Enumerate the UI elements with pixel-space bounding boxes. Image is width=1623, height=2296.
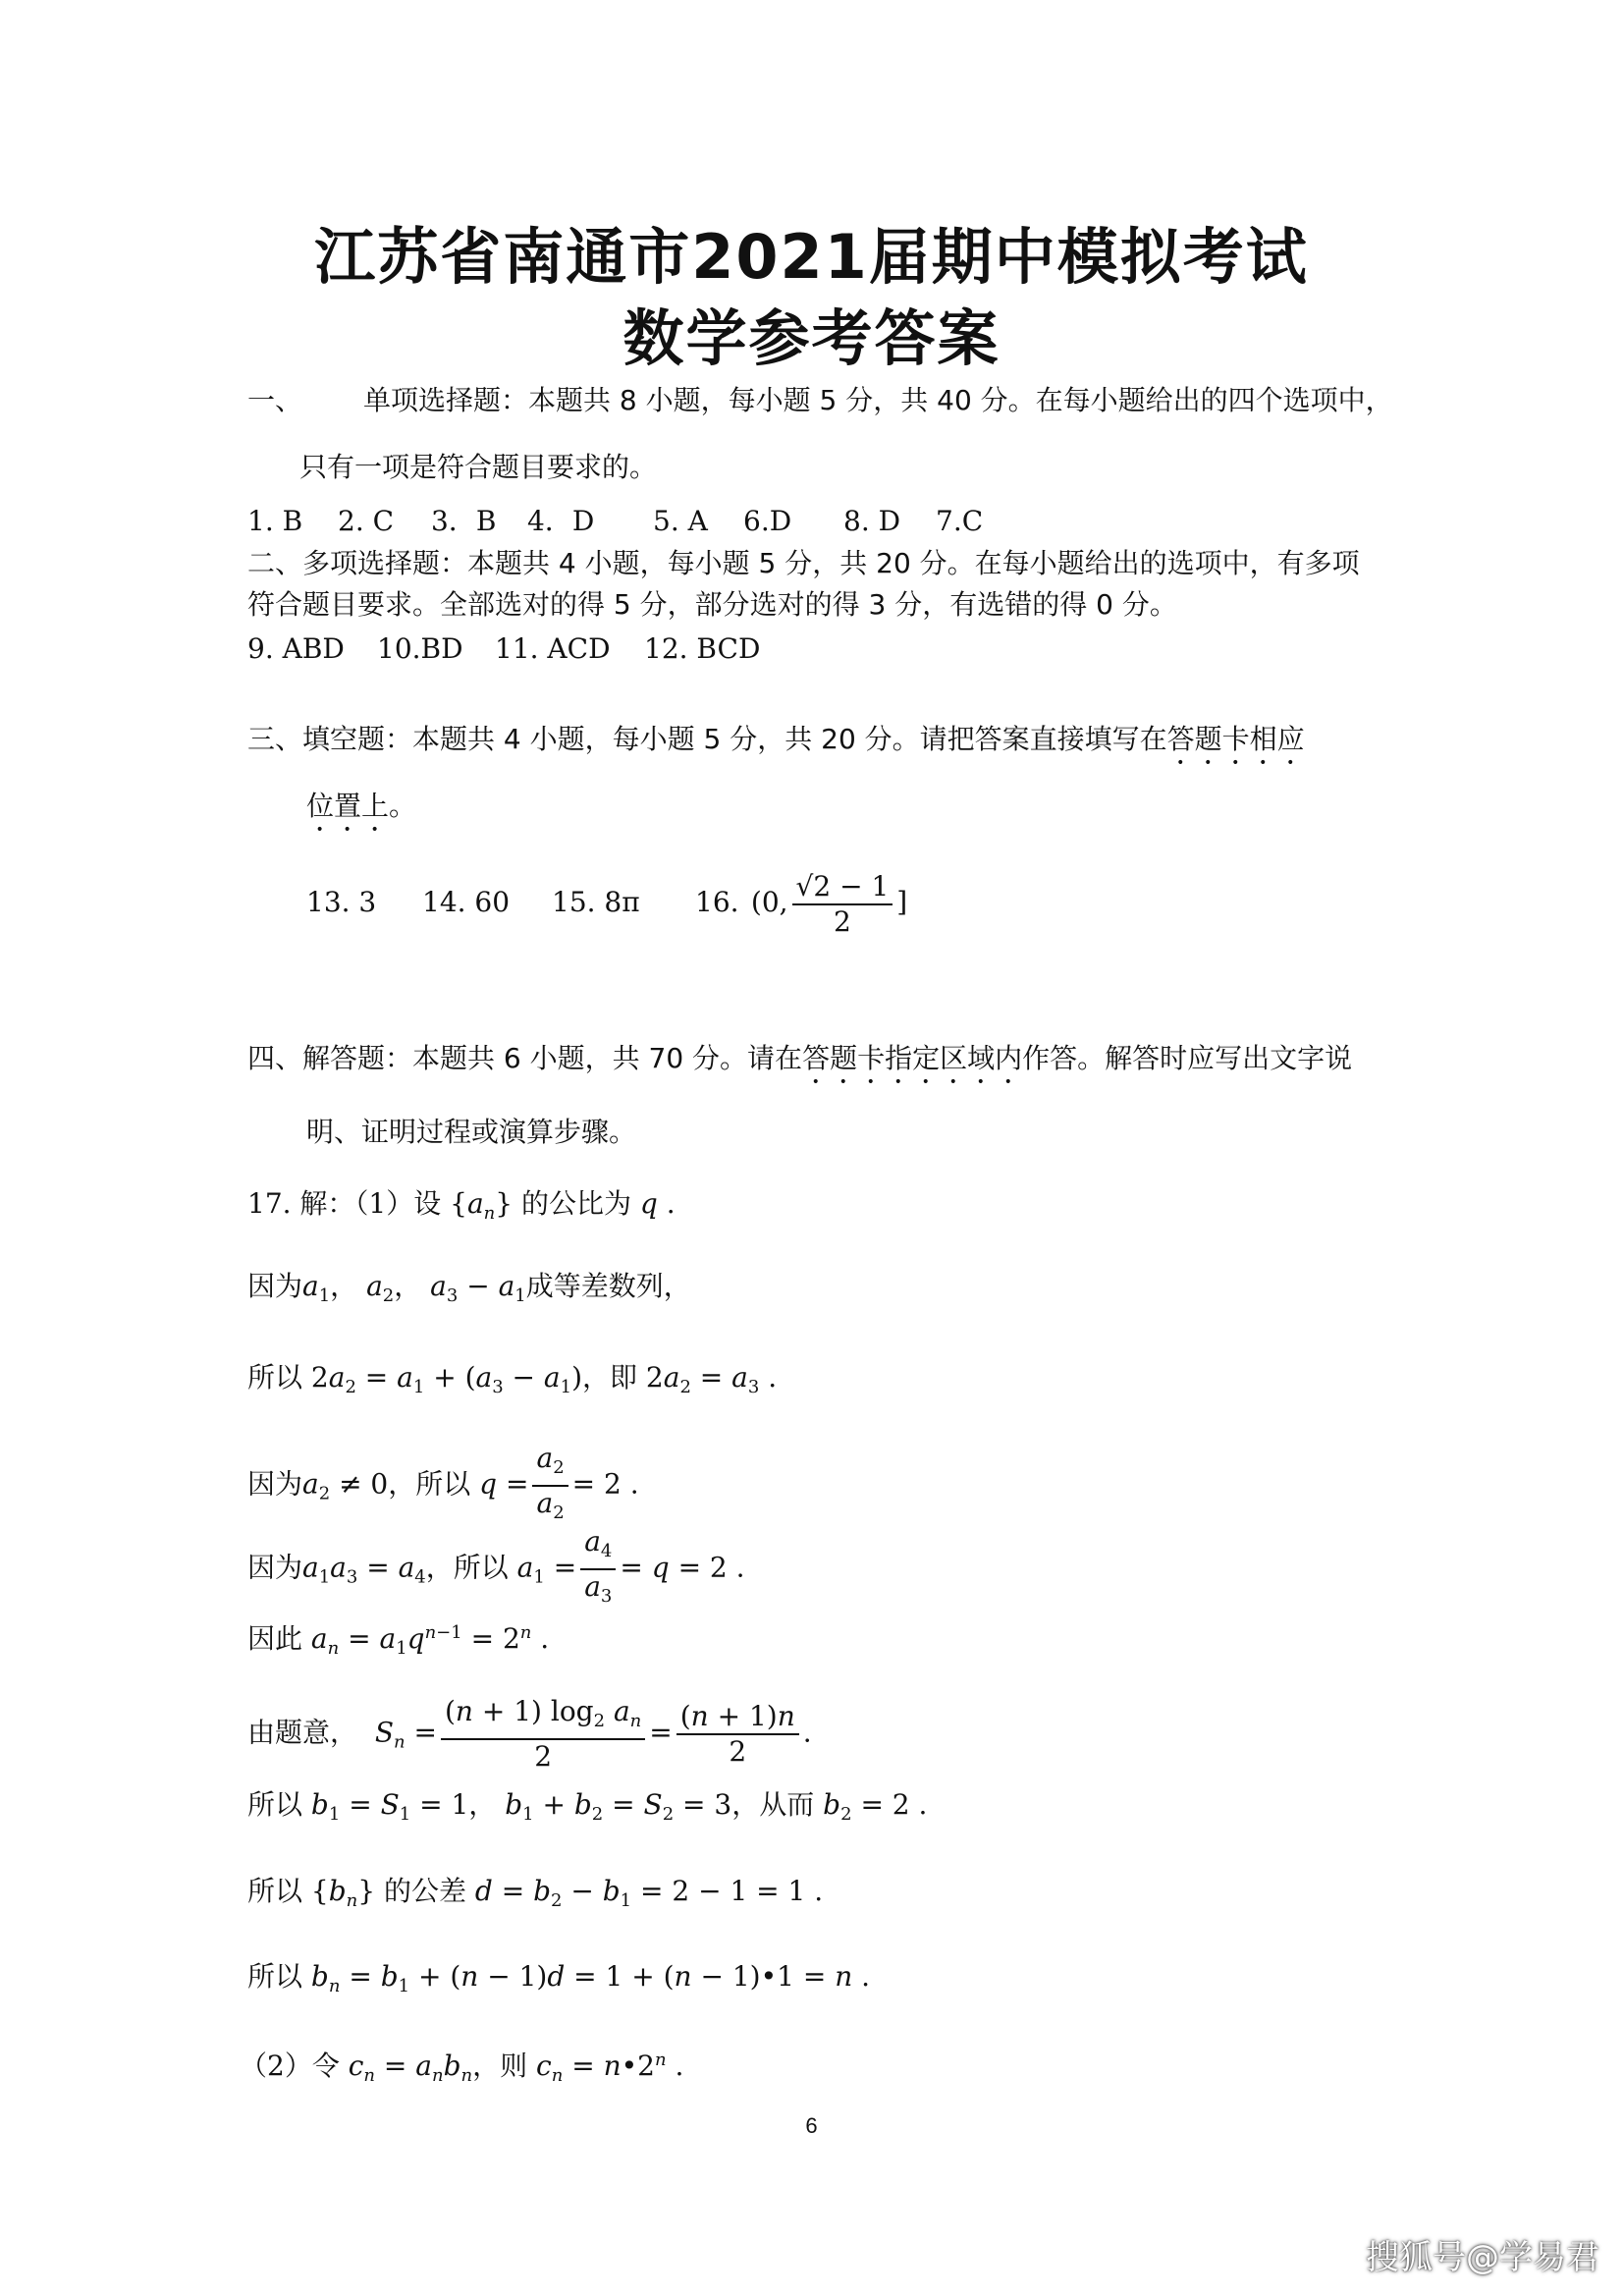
fraction: $\frac{√2 - 1}{2}$: [792, 872, 893, 937]
answer-3: 3．B: [431, 505, 497, 537]
solution-line-4: 因为$a_2 \ne 0$，所以 q = $\frac{a_2}{a_2}$ = 2 .: [247, 1444, 639, 1528]
answer-2: 2. C: [338, 505, 395, 537]
solution-line-2: 因为$a_1$， $a_2$， $a_3 - a_1$成等差数列，: [247, 1270, 691, 1306]
emphasis-text: 位置上: [306, 790, 390, 822]
fraction: $\frac{(n + 1)n}{2}$: [676, 1702, 799, 1767]
answer-12: 12. BCD: [644, 632, 761, 665]
answer-15: 15. 8π: [552, 886, 640, 918]
document-subtitle: 数学参考答案: [622, 302, 1001, 374]
section4-heading: 四、解答题：本题共 6 小题，共 70 分。请在答题卡指定区域内作答。解答时应写出文字说: [247, 1042, 1353, 1074]
emphasis-text: 答题卡相应: [1166, 723, 1305, 755]
section3-heading: 三、填空题：本题共 4 小题，每小题 5 分，共 20 分。请把答案直接填写在答题卡相应: [247, 723, 1305, 755]
watermark: 搜狐号@学易君: [1366, 2238, 1599, 2277]
document-title: 江苏省南通市2021届期中模拟考试: [314, 221, 1309, 293]
section3-heading-cont: 位置上。: [306, 790, 417, 822]
answer-7: 7.C: [936, 505, 984, 537]
solution-line-1: 17. 解：（1）设 $\{a_n\}$ 的公比为 q .: [247, 1187, 676, 1224]
solution-line-5: 因为$a_1a_3 = a_4$，所以 $a_1$ = $\frac{a_4}{a_3}$ = q = 2 .: [247, 1527, 745, 1612]
answer-4: 4．D: [527, 505, 595, 537]
answer-16-label: 16.: [695, 886, 739, 918]
solution-line-8: 所以 $b_1 = S_1 = 1$， $b_1 + b_2 = S_2 = 3$，从而 $b_2 = 2$ .: [247, 1788, 928, 1825]
answer-11: 11. ACD: [495, 632, 611, 665]
answer-13: 13. 3: [306, 886, 377, 918]
section3-answers: [306, 872, 907, 937]
answer-16-interval: (0, $\frac{√2 - 1}{2}$ ]: [750, 870, 908, 938]
fraction: $\frac{a_2}{a_2}$: [532, 1444, 568, 1528]
section1-heading-cont: 只有一项是符合题目要求的。: [299, 451, 658, 483]
solution-line-11: （2）令 $c_n = a_nb_n$，则 $c_n$ = $n•2^n$ .: [240, 2050, 684, 2086]
section2-heading: 二、多项选择题：本题共 4 小题，每小题 5 分，共 20 分。在每小题给出的选项中，有多项: [247, 547, 1360, 579]
section2-answers: [247, 631, 760, 667]
section4-heading-cont: 明、证明过程或演算步骤。: [306, 1116, 637, 1148]
fraction: $\frac{(n + 1) \log_2 a_n}{2}$: [441, 1697, 645, 1772]
answer-6: 6.D: [743, 505, 792, 537]
emphasis-text: 答题卡指定区域内: [802, 1042, 1023, 1074]
section2-heading-cont: 符合题目要求。全部选对的得 5 分，部分选对的得 3 分，有选错的得 0 分。: [247, 588, 1177, 621]
section1-heading: 单项选择题：本题共 8 小题，每小题 5 分，共 40 分。在每小题给出的四个选项中，: [363, 384, 1393, 416]
answer-10: 10.BD: [377, 632, 463, 665]
answer-8: 8. D: [843, 505, 901, 537]
answer-9: 9. ABD: [247, 632, 345, 665]
solution-line-9: 所以 $\{b_n\}$ 的公差 $d = b_2 - b_1 = 2 - 1 = 1$ .: [247, 1875, 824, 1911]
answer-14: 14. 60: [422, 886, 511, 918]
answer-1: 1. B: [247, 505, 303, 537]
answer-5: 5. A: [653, 505, 708, 537]
solution-line-6: 因此 $a_n = a_1q^{n-1} = 2^n$ .: [247, 1622, 550, 1659]
section1-answers: [247, 504, 983, 539]
solution-line-10: 所以 $b_n = b_1 + (n - 1)d = 1 + (n$ − 1)•1 = n .: [247, 1960, 871, 1996]
section1-number: 一、: [247, 384, 303, 416]
page-number: 6: [805, 2113, 818, 2138]
solution-line-7: 由题意， $S_n$ = $\frac{(n + 1) \log_2 a_n}{2}$ = $\frac{(n + 1)n}{2}$ .: [247, 1695, 812, 1773]
fraction: $\frac{a_4}{a_3}$: [580, 1527, 616, 1612]
solution-line-3: 所以 $2a_2 = a_1 + (a_3 - a_1)$，即 $2a_2 = a_3$ .: [247, 1361, 778, 1397]
